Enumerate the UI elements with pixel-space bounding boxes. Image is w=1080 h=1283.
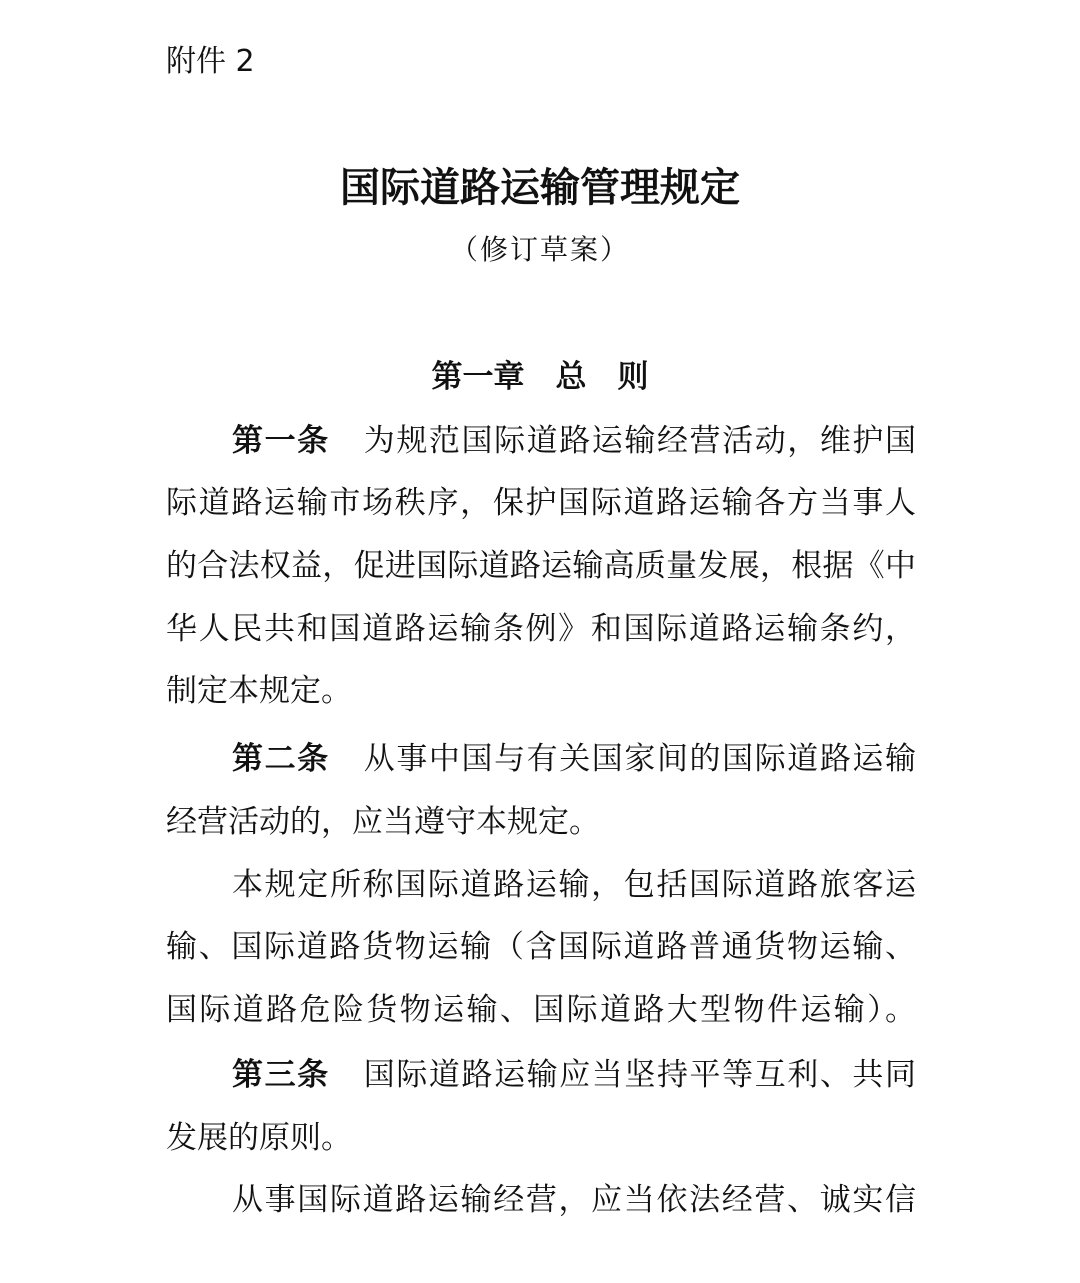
attachment-label: 附件 2 <box>166 44 255 79</box>
article-2-para-2-line-3 <box>166 987 916 1033</box>
article-1-line-4 <box>166 606 916 652</box>
line-text: 经营活动的，应当遵守本规定。 <box>166 804 600 840</box>
article-1-line-5 <box>166 668 916 714</box>
line-text: 输、国际道路货物运输（含国际道路普通货物运输、 <box>166 929 916 965</box>
article-1-label: 第一条 <box>232 423 330 459</box>
article-3-line-2 <box>166 1115 916 1161</box>
line-text: 际道路运输市场秩序，保护国际道路运输各方当事人 <box>166 485 916 521</box>
article-2-line-2 <box>166 799 916 845</box>
line-text: 制定本规定。 <box>166 673 352 709</box>
line-text: 华人民共和国道路运输条例》和国际道路运输条约， <box>166 611 916 647</box>
article-2-para-2-line-2 <box>166 924 916 970</box>
article-2-line-1 <box>232 736 916 782</box>
line-text: 的合法权益，促进国际道路运输高质量发展，根据《中 <box>166 548 916 584</box>
line-text: 发展的原则。 <box>166 1120 352 1156</box>
article-1-line-3 <box>166 543 916 589</box>
article-3-label: 第三条 <box>232 1057 330 1093</box>
article-2-label: 第二条 <box>232 741 330 777</box>
article-1-line-1 <box>232 418 916 464</box>
chapter-heading: 第一章 总 则 <box>431 359 649 395</box>
article-1-line-2 <box>166 480 916 526</box>
article-2-para-2-line-1 <box>232 862 916 908</box>
line-text: 国际道路危险货物运输、国际道路大型物件运输）。 <box>166 992 916 1028</box>
line-text: 为规范国际道路运输经营活动，维护国 <box>363 423 916 459</box>
line-text: 从事中国与有关国家间的国际道路运输 <box>363 741 916 777</box>
line-text: 从事国际道路运输经营，应当依法经营、诚实信 <box>232 1182 916 1218</box>
line-text: 本规定所称国际道路运输，包括国际道路旅客运 <box>232 867 916 903</box>
line-text: 国际道路运输应当坚持平等互利、共同 <box>363 1057 916 1093</box>
document-title: 国际道路运输管理规定 <box>340 164 740 211</box>
article-3-line-1 <box>232 1052 916 1098</box>
document-subtitle: （修订草案） <box>449 233 630 266</box>
article-3-para-2-line-1 <box>232 1177 916 1223</box>
